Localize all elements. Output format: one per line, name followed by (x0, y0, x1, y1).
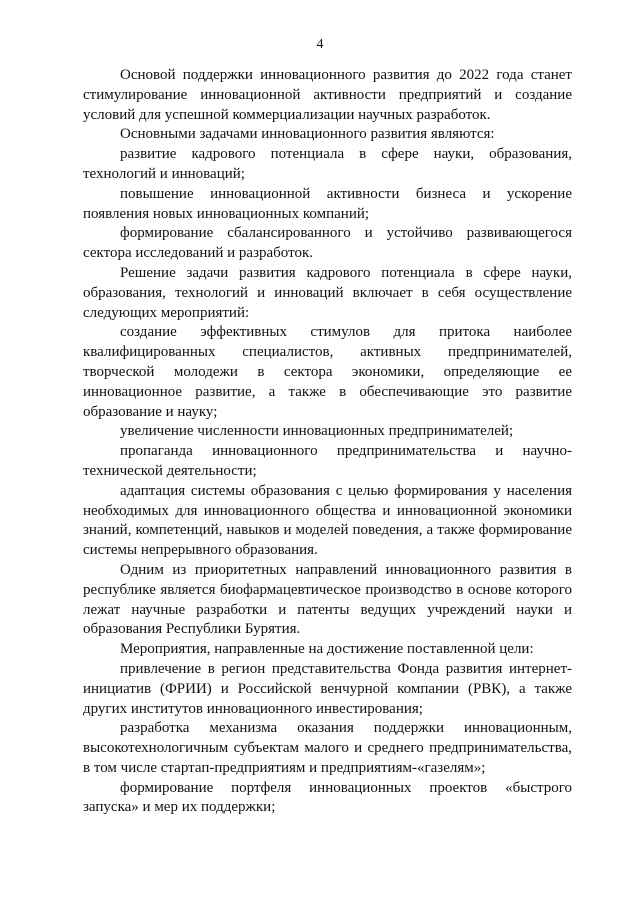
list-item: адаптация системы образования с целью формирования у населения необходимых для инновационного общества и инновационной экономики знаний, компетенций, навыков и моделей поведения, а также формирование системы непрерывного образования. (83, 482, 572, 559)
list-item: разработка механизма оказания поддержки инновационным, высокотехнологичным субъектам малого и среднего предпринимательства, в том числе стартап-предприятиям и предприятиям-«газелям»; (83, 720, 572, 776)
list-item: повышение инновационной активности бизнеса и ускорение появления новых инновационных компаний; (83, 185, 572, 222)
paragraph: Основой поддержки инновационного развития до 2022 года станет стимулирование инновационной активности предприятий и создание условий для успешной коммерциализации научных разработок. (83, 67, 572, 123)
paragraph: Мероприятия, направленные на достижение поставленной цели: (120, 641, 534, 658)
list-item: пропаганда инновационного предпринимательства и научно-технической деятельности; (83, 443, 572, 479)
list-item: увеличение численности инновационных предпринимателей; (120, 423, 514, 440)
paragraph: Решение задачи развития кадрового потенциала в сфере науки, образования, технологий и инноваций включает в себя осуществление следующих мероприятий: (83, 264, 572, 321)
document-body (83, 66, 572, 818)
list-item: привлечение в регион представительства Фонда развития интернет-инициатив (ФРИИ) и Российской венчурной компании (РВК), а также других институтов инновационного инвестирования; (83, 660, 572, 717)
list-item: создание эффективных стимулов для притока наиболее квалифицированных специалистов, активных предпринимателей, творческой молодежи в сектора экономики, определяющие ее инновационное развитие, а также в обеспечивающие это развитие образование и науку; (83, 324, 572, 420)
paragraph: Основными задачами инновационного развития являются: (120, 126, 495, 143)
list-item: формирование портфеля инновационных проектов «быстрого запуска» и мер их поддержки; (83, 779, 572, 816)
list-item: развитие кадрового потенциала в сфере науки, образования, технологий и инноваций; (83, 146, 572, 182)
page-number: 4 (316, 37, 324, 52)
paragraph: Одним из приоритетных направлений инновационного развития в республике является биофармацевтическое производство в основе которого лежат научные разработки и патенты ведущих учреждений науки и образования Республики Бурятия. (83, 561, 572, 638)
list-item: формирование сбалансированного и устойчиво развивающегося сектора исследований и разработок. (83, 225, 572, 262)
